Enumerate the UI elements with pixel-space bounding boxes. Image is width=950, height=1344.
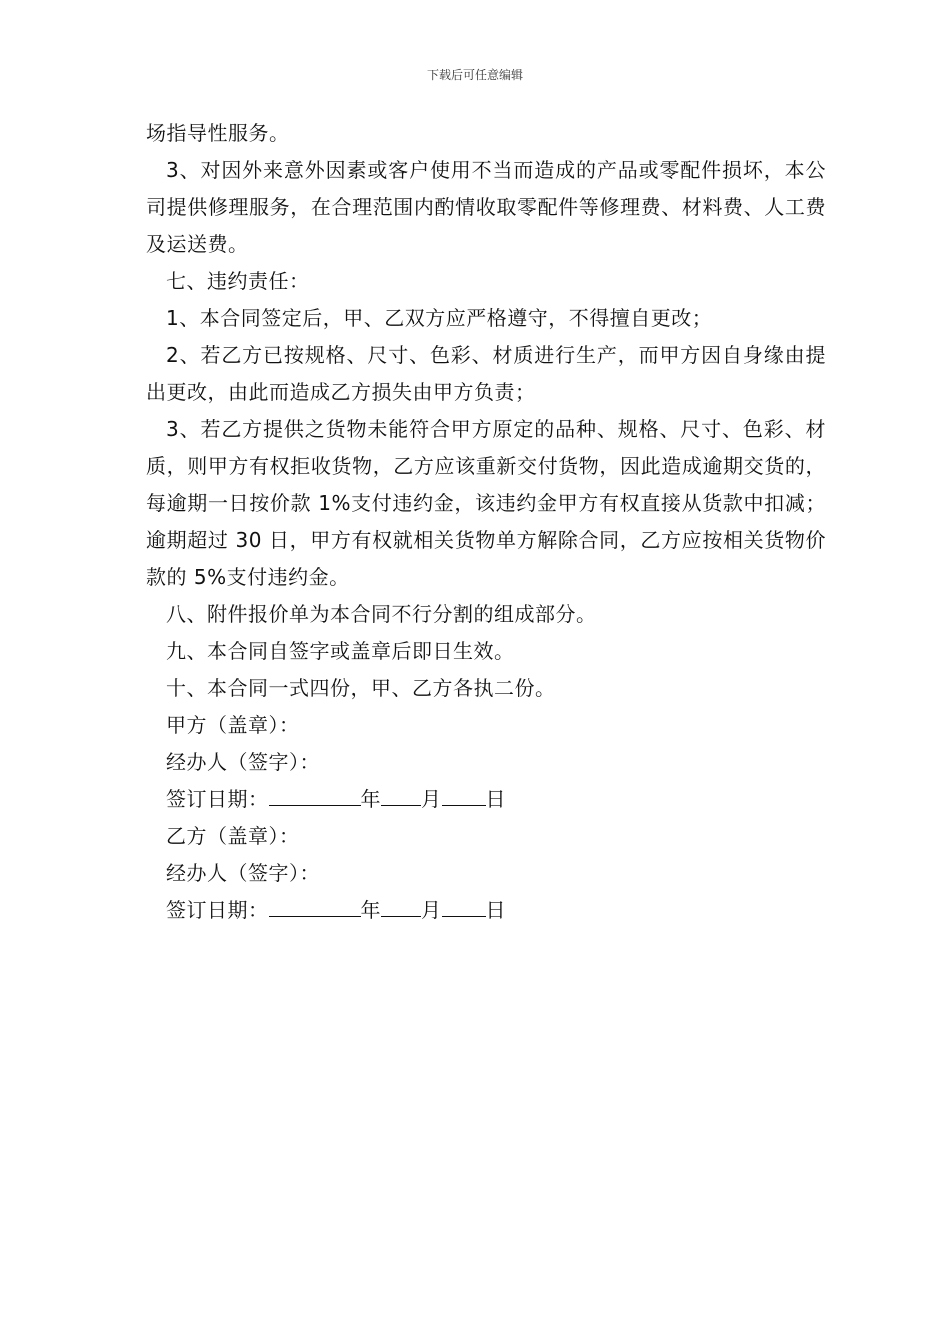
party-a-year-blank[interactable]	[269, 783, 361, 806]
party-a-date-row	[146, 781, 826, 818]
paragraph-service-tail: 场指导性服务。	[146, 121, 290, 145]
section-copies: 十、本合同一式四份，甲、乙方各执二份。	[166, 676, 556, 700]
party-a-year-label: 年	[360, 787, 381, 811]
signature-block-party-b	[146, 818, 826, 929]
section-heading-breach: 七、违约责任：	[166, 269, 310, 293]
party-b-month-blank[interactable]	[381, 894, 421, 917]
party-b-date-label: 签订日期：	[166, 898, 269, 922]
signature-block-party-a	[146, 707, 826, 818]
section-effective: 九、本合同自签字或盖章后即日生效。	[166, 639, 515, 663]
party-a-month-blank[interactable]	[381, 783, 421, 806]
party-a-month-label: 月	[421, 787, 442, 811]
clause-breach-1: 1、本合同签定后，甲、乙双方应严格遵守，不得擅自更改；	[166, 306, 713, 330]
party-b-month-label: 月	[421, 898, 442, 922]
section-attachment: 八、附件报价单为本合同不行分割的组成部分。	[166, 602, 597, 626]
party-b-date-row	[146, 892, 826, 929]
party-b-day-label: 日	[485, 898, 506, 922]
paragraph-repair-service: 3、对因外来意外因素或客户使用不当而造成的产品或零配件损坏，本公司提供修理服务，在合理范围内酌情收取零配件等修理费、材料费、人工费及运送费。	[146, 158, 826, 256]
party-b-seal-label: 乙方（盖章）：	[166, 824, 300, 848]
party-a-date-label: 签订日期：	[166, 787, 269, 811]
party-b-day-blank[interactable]	[442, 894, 486, 917]
party-a-day-label: 日	[485, 787, 506, 811]
party-b-year-label: 年	[360, 898, 381, 922]
party-b-year-blank[interactable]	[269, 894, 361, 917]
clause-breach-2: 2、若乙方已按规格、尺寸、色彩、材质进行生产，而甲方因自身缘由提出更改，由此而造成乙方损失由甲方负责；	[146, 343, 826, 404]
clause-breach-3: 3、若乙方提供之货物未能符合甲方原定的品种、规格、尺寸、色彩、材质，则甲方有权拒收货物，乙方应该重新交付货物，因此造成逾期交货的，每逾期一日按价款 1%支付违约金，该违约金甲方有权直接从货款中扣减；逾期超过 30 日，甲方有权就相关货物单方解除合同，乙方应按相关货物价款的 5%支付违约金。	[146, 417, 826, 589]
document-body	[146, 115, 826, 929]
page-header: 下载后可任意编辑	[426, 68, 523, 82]
party-b-agent-label: 经办人（签字）：	[166, 861, 320, 885]
party-a-seal-label: 甲方（盖章）：	[166, 713, 300, 737]
party-a-day-blank[interactable]	[442, 783, 486, 806]
party-a-agent-label: 经办人（签字）：	[166, 750, 320, 774]
